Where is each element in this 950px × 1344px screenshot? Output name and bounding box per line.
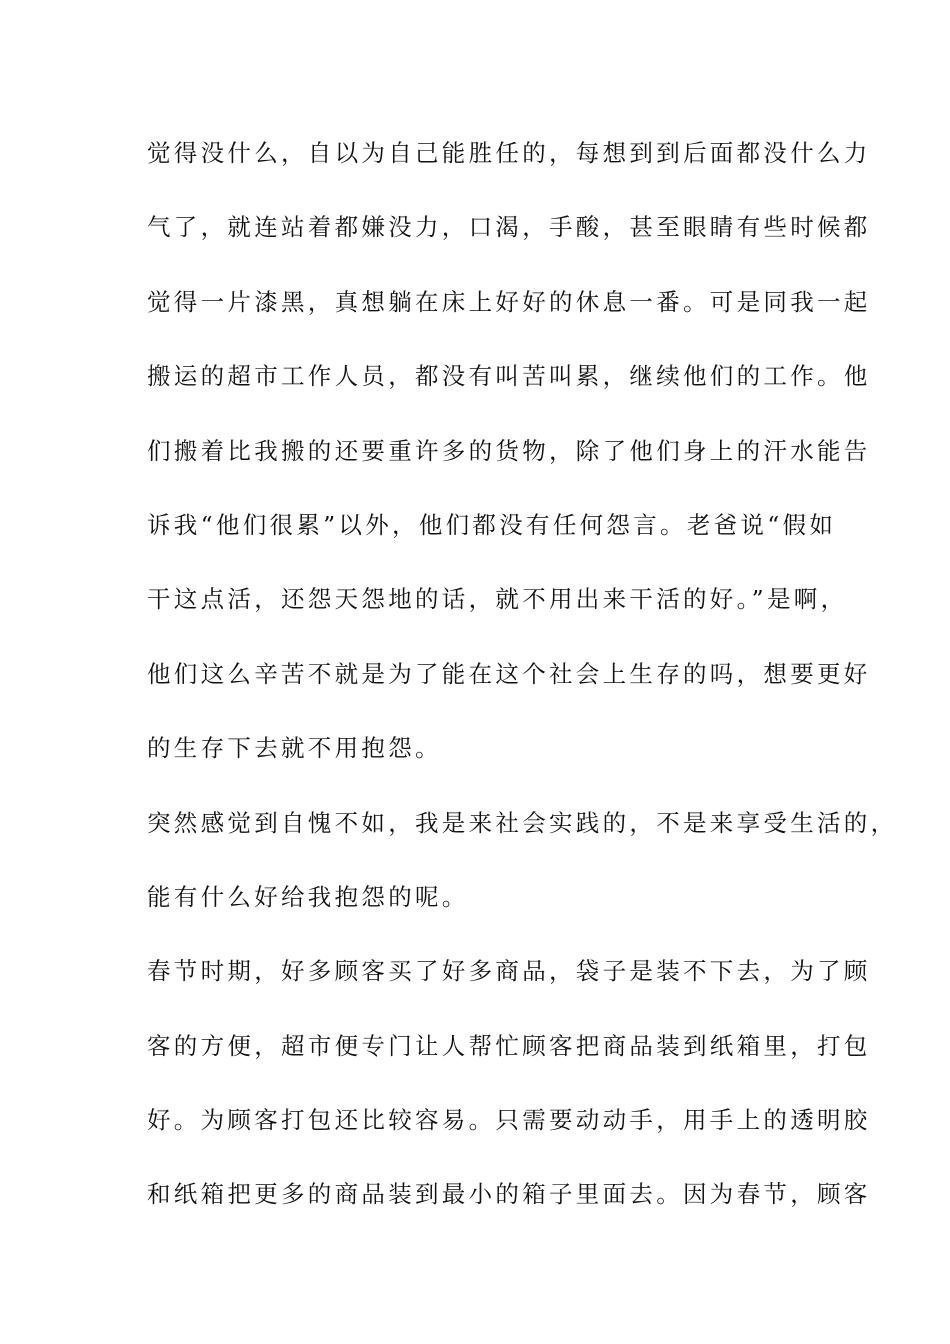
text-line-2: 气了，就连站着都嫌没力，口渴，手酸，甚至眼睛有些时候都 bbox=[147, 213, 871, 242]
text-line-13: 客的方便，超市便专门让人帮忙顾客把商品装到纸箱里，打包 bbox=[147, 1031, 871, 1060]
text-line-14: 好。为顾客打包还比较容易。只需要动动手，用手上的透明胶 bbox=[147, 1106, 871, 1135]
text-line-9: 的生存下去就不用抱怨。 bbox=[147, 734, 442, 763]
text-line-3: 觉得一片漆黑，真想躺在床上好好的休息一番。可是同我一起 bbox=[147, 287, 871, 316]
body-text bbox=[147, 126, 898, 1242]
text-line-4: 搬运的超市工作人员，都没有叫苦叫累，继续他们的工作。他 bbox=[147, 362, 871, 391]
text-line-12: 春节时期，好多顾客买了好多商品，袋子是装不下去，为了顾 bbox=[147, 957, 871, 986]
text-line-8: 他们这么辛苦不就是为了能在这个社会上生存的吗，想要更好 bbox=[147, 659, 871, 688]
text-line-5: 们搬着比我搬的还要重许多的货物，除了他们身上的汗水能告 bbox=[147, 436, 871, 465]
text-line-7: 干这点活，还怨天怨地的话，就不用出来干活的好。”是啊， bbox=[147, 585, 848, 614]
text-line-10: 突然感觉到自愧不如，我是来社会实践的，不是来享受生活的， bbox=[147, 808, 898, 837]
text-line-6: 诉我“他们很累”以外，他们都没有任何怨言。老爸说“假如 bbox=[147, 510, 837, 539]
text-line-15: 和纸箱把更多的商品装到最小的箱子里面去。因为春节，顾客 bbox=[147, 1180, 871, 1209]
text-line-1: 觉得没什么，自以为自己能胜任的，每想到到后面都没什么力 bbox=[147, 139, 871, 167]
text-line-11: 能有什么好给我抱怨的呢。 bbox=[147, 882, 469, 911]
